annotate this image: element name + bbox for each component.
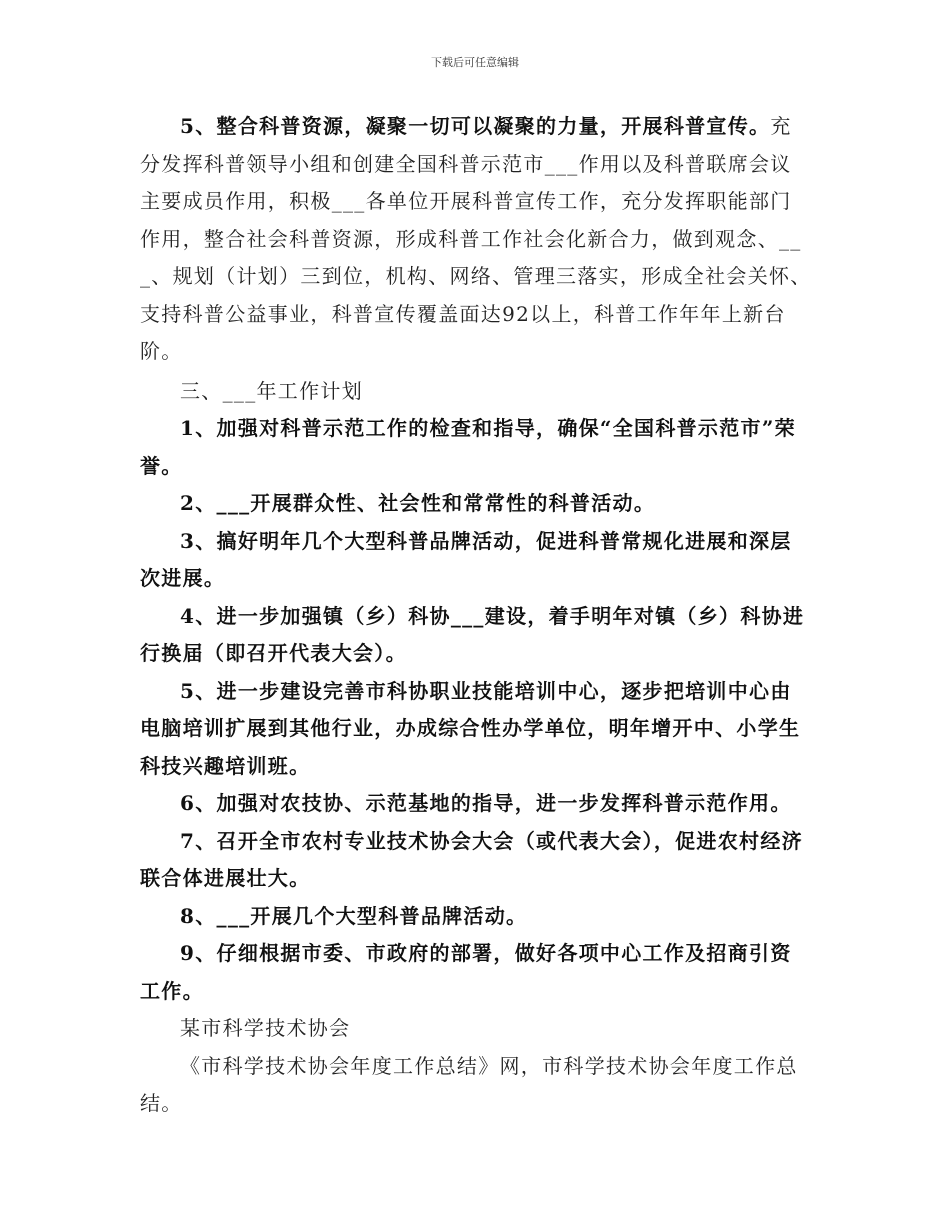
signature: 某市科学技术协会 <box>180 1016 351 1040</box>
plan-item-3: 3、搞好明年几个大型科普品牌活动，促进科普常规化进展和深层次进展。 <box>140 528 792 590</box>
header-note: 下载后可任意编辑 <box>431 56 519 69</box>
plan-item-1: 1、加强对科普示范工作的检查和指导，确保“全国科普示范市”荣誉。 <box>140 416 796 478</box>
plan-item-9: 9、仔细根据市委、市政府的部署，做好各项中心工作及招商引资工作。 <box>140 941 792 1003</box>
plan-item-6: 6、加强对农技协、示范基地的指导，进一步发挥科普示范作用。 <box>180 791 792 815</box>
paragraph-5-rest: 充分发挥科普领导小组和创建全国科普示范市___作用以及科普联席会议主要成员作用，积极___各单位开展科普宣传工作，充分发挥职能部门作用，整合社会科普资源，形成科普工作社会化新合力，做到观念、___、规划（计划）三到位，机构、网络、管理三落实，形成全社会关怀、支持科普公益事业，科普宣传覆盖面达92以上，科普工作年年上新台阶。 <box>140 114 812 363</box>
plan-item-2: 2、___开展群众性、社会性和常常性的科普活动。 <box>180 491 656 515</box>
plan-item-8: 8、___开展几个大型科普品牌活动。 <box>180 903 528 928</box>
plan-item-7: 7、召开全市农村专业技术协会大会（或代表大会），促进农村经济联合体进展壮大。 <box>140 828 803 890</box>
document-body <box>140 108 812 1123</box>
footer-text: 《市科学技术协会年度工作总结》网，市科学技术协会年度工作总结。 <box>140 1053 798 1115</box>
paragraph-5 <box>140 108 812 371</box>
plan-item-5: 5、进一步建设完善市科协职业技能培训中心，逐步把培训中心由电脑培训扩展到其他行业，办成综合性办学单位，明年增开中、小学生科技兴趣培训班。 <box>140 678 801 778</box>
section-title: 三、___年工作计划 <box>180 378 363 403</box>
paragraph-5-lead: 5、整合科普资源，凝聚一切可以凝聚的力量，开展科普宣传。 <box>180 114 771 138</box>
plan-item-4: 4、进一步加强镇（乡）科协___建设，着手明年对镇（乡）科协进行换届（即召开代表大会）。 <box>140 603 805 665</box>
